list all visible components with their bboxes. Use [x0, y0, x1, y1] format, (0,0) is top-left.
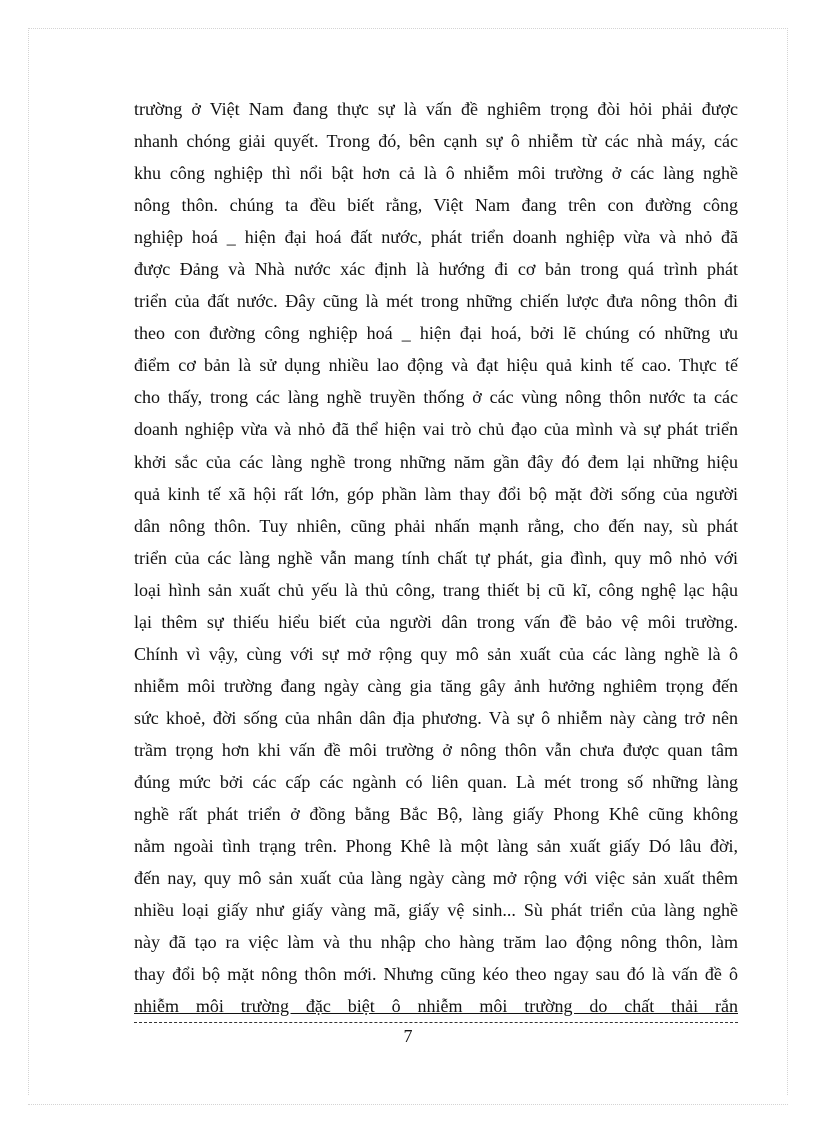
- text-line: quả kinh tế xã hội rất lớn, góp phần làm thay đổi bộ mặt đời sống của người: [134, 483, 738, 504]
- text-line: nhiều loại giấy như giấy vàng mã, giấy vệ sinh... Sù phát triển của làng nghề: [134, 900, 738, 921]
- text-line: khu công nghiệp thì nổi bật hơn cả là ô nhiễm môi trường ở các làng nghề: [134, 163, 738, 184]
- text-line: trầm trọng hơn khi vấn đề môi trường ở nông thôn vẫn chưa được quan tâm: [134, 739, 738, 760]
- text-line: cho thấy, trong các làng nghề truyền thống ở các vùng nông thôn nước ta các: [134, 387, 738, 408]
- text-line: nhiễm môi trường đặc biệt ô nhiễm môi trường do chất thải rắn: [134, 996, 738, 1017]
- page-frame-right: [787, 28, 788, 1095]
- text-line: doanh nghiệp vừa và nhỏ đã thể hiện vai trò chủ đạo của mình và sự phát triển: [134, 419, 738, 440]
- page-frame-bottom: [28, 1104, 788, 1105]
- text-line: này đã tạo ra việc làm và thu nhập cho hàng trăm lao động nông thôn, làm: [134, 932, 738, 953]
- text-line: nghề rất phát triển ở đồng bằng Bắc Bộ, làng giấy Phong Khê cũng không: [134, 804, 738, 825]
- text-line: theo con đường công nghiệp hoá _ hiện đại hoá, bởi lẽ chúng có những ưu: [134, 323, 738, 344]
- text-line: sức khoẻ, đời sống của nhân dân địa phương. Và sự ô nhiễm này càng trở nên: [134, 707, 738, 728]
- text-line: triển của đất nước. Đây cũng là mét trong những chiến lược đưa nông thôn đi: [134, 291, 738, 312]
- text-line: nằm ngoài tình trạng trên. Phong Khê là một làng sản xuất giấy Dó lâu đời,: [134, 836, 738, 857]
- text-line: Chính vì vậy, cùng với sự mở rộng quy mô sản xuất của các làng nghề là ô: [134, 643, 738, 664]
- text-line: nông thôn. chúng ta đều biết rằng, Việt Nam đang trên con đường công: [134, 195, 738, 216]
- body-paragraph: [134, 93, 738, 1022]
- text-line: thay đổi bộ mặt nông thôn mới. Nhưng cũng kéo theo ngay sau đó là vấn đề ô: [134, 964, 738, 985]
- text-line: được Đảng và Nhà nước xác định là hướng đi cơ bản trong quá trình phát: [134, 259, 738, 280]
- text-line: trường ở Việt Nam đang thực sự là vấn đề nghiêm trọng đòi hỏi phải được: [134, 99, 738, 119]
- text-line: lại thêm sự thiếu hiểu biết của người dân trong vấn đề bảo vệ môi trường.: [134, 611, 738, 632]
- text-line: nhanh chóng giải quyết. Trong đó, bên cạnh sự ô nhiễm từ các nhà máy, các: [134, 131, 738, 152]
- page-number: 7: [403, 1026, 413, 1046]
- page-frame-top: [28, 28, 788, 29]
- text-line: đúng mức bởi các cấp các ngành có liên quan. Là mét trong số những làng: [134, 771, 738, 792]
- text-line: triển của các làng nghề vẫn mang tính chất tự phát, gia đình, quy mô nhỏ với: [134, 547, 738, 568]
- page-frame-left: [28, 28, 29, 1095]
- text-line: đến nay, quy mô sản xuất của làng ngày càng mở rộng với việc sản xuất thêm: [134, 868, 738, 889]
- footer-divider: [134, 1022, 738, 1023]
- text-line: nhiễm môi trường đang ngày càng gia tăng gây ảnh hưởng nghiêm trọng đến: [134, 675, 738, 696]
- text-line: loại hình sản xuất chủ yếu là thủ công, trang thiết bị cũ kĩ, công nghệ lạc hậu: [134, 579, 738, 600]
- text-line: nghiệp hoá _ hiện đại hoá đất nước, phát triển doanh nghiệp vừa và nhỏ đã: [134, 227, 738, 248]
- text-line: điểm cơ bản là sử dụng nhiều lao động và đạt hiệu quả kinh tế cao. Thực tế: [134, 355, 738, 376]
- text-line: dân nông thôn. Tuy nhiên, cũng phải nhấn mạnh rằng, cho đến nay, sù phát: [134, 515, 738, 536]
- text-line: khởi sắc của các làng nghề trong những năm gần đây đó đem lại những hiệu: [134, 451, 738, 472]
